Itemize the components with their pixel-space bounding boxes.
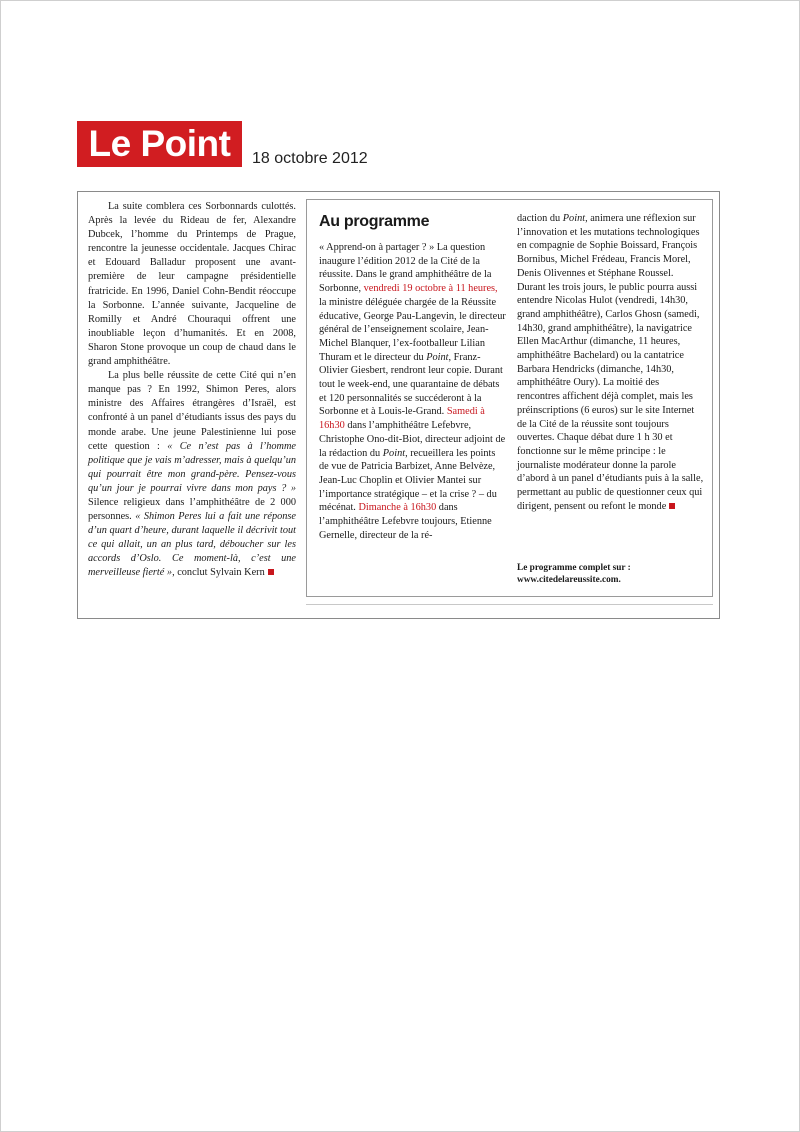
end-square-icon <box>268 569 274 575</box>
le-point-logo: Le Point <box>77 121 242 167</box>
programme-text: dans l’amphithéâtre Lefebvre toujours, Etienne Gernelle, directeur de la ré- <box>319 502 492 541</box>
quote-sylvain-kern: « Shimon Peres lui a fait une réponse d’un quart d’heure, durant laquelle il décrivit tout ce qui allait, un an plus tard, déboucher sur les accords d’Oslo. Ce moment-là, c’est une merveilleuse fierté » <box>88 511 296 579</box>
publication-name: Point <box>426 351 449 363</box>
programme-text: , animera une réflexion sur l’innovation et les mutations technologiques en compagnie de Sophie Boissard, François Bornibus, Michel Frédeau, Francis Morel, Denis Olivennes et Stéphane Roussel. Durant les trois jours, le public pourra aussi entendre Nicolas Hulot (vendredi, 14h30, grand amphithéâtre), Carlos Ghosn (samedi, 14h30, grand amphithéâtre), la navigatrice Ellen MacArthur (dimanche, 11 heures, amphithéâtre Bachelard) ou la cantatrice Barbara Hendricks (dimanche, 14h30, amphithéâtre Oury). La moitié des rencontres affichent déjà complet, mais les préinscriptions (6 euros) sur le site Internet de la Cité de la réussite sont toujours ouvertes. Chaque débat dure 1 h 30 et fonctionne sur le même principe : le journaliste modérateur donne la parole d’abord à un panel d’étudiants puis à la salle, permettant au public de questionner ceux qui dirigent, pensent ou refont le monde <box>517 213 704 512</box>
programme-text: , Franz-Olivier Giesbert, rendront leur copie. Durant tout le week-end, une quarantaine de débats et 120 personnalités se succéderont à la Sorbonne et à Louis-le-Grand. <box>319 351 503 418</box>
programme-text: dans l’amphithéâtre Lefebvre, Christophe Ono-dit-Biot, directeur adjoint de la rédaction du <box>319 420 506 459</box>
publication-date: 18 octobre 2012 <box>252 150 368 167</box>
programme-text: daction du <box>517 213 563 224</box>
programme-text: « Apprend-on à partager ? » La question inaugure l’édition 2012 de la Cité de la réussite. Dans le grand amphithéâtre de la Sorbonne, <box>319 242 492 295</box>
end-square-icon <box>669 503 675 509</box>
quote-palestinian-student: « Ce n’est pas à l’homme politique que je vais m’adresser, mais à quelqu’un qui pourrait être mon grand-père. Pensez-vous qu’un jour je pourrai vivre dans mon pays ? » <box>88 440 296 494</box>
highlight-date: vendredi 19 octobre à 11 heures, <box>363 283 498 295</box>
article-paragraph-2 <box>88 369 296 580</box>
programme-column-1 <box>319 241 506 542</box>
programme-column-2 <box>517 212 704 513</box>
publication-name: Point <box>562 213 586 224</box>
publication-name: Point <box>382 447 406 459</box>
programme-footer <box>517 563 707 586</box>
programme-footer-url: www.citedelareussite.com. <box>517 574 621 585</box>
highlight-date: Samedi à 16h30 <box>319 406 485 432</box>
article-column <box>88 200 296 581</box>
article-paragraph-1 <box>88 200 296 369</box>
programme-footer-label: Le programme complet sur : <box>517 563 631 573</box>
article-text: , conclut Sylvain Kern <box>172 567 265 579</box>
article-text: La suite comblera ces Sorbonnards culottés. Après la levée du Rideau de fer, Alexandre Dubcek, l’homme du Printemps de Prague, rencontre la jeunesse occidentale. Jacques Chirac et Edouard Balladur proposent une avant-première de leur campagne présidentielle fratricide. En 1996, Daniel Cohn-Bendit réoccupe la Sorbonne. L’année suivante, Jacqueline de Romilly et André Chouraqui offrent une inoubliable leçon d’humanités. Et en 2008, Sharon Stone provoque un coup de chaud dans le grand amphithéâtre. <box>88 201 296 368</box>
article-text: La plus belle réussite de cette Cité qui n’en manque pas ? En 1992, Shimon Peres, alors ministre des Affaires étrangères d’Israël, est confronté à un panel d’étudiants issus des pays du monde arabe. Une jeune Palestinienne lui pose cette question : <box>88 370 296 452</box>
article-text: Silence religieux dans l’amphithéâtre de 2 000 personnes. <box>88 496 296 523</box>
programme-text: la ministre déléguée chargée de la Réussite éducative, George Pau-Langevin, le directeur général de l’enseignement scolaire, Jean-Michel Blanquer, l’ex-footballeur Lilian Thuram et le directeur du <box>319 296 506 363</box>
divider-rule <box>306 604 713 605</box>
programme-text: , recueillera les points de vue de Patricia Barbizet, Anne Belvèze, Jean-Luc Choplin et Olivier Mantei sur l’importance stratégique – et la crise ? – du mécénat. <box>319 447 497 514</box>
programme-title: Au programme <box>319 213 430 230</box>
highlight-date: Dimanche à 16h30 <box>358 502 437 514</box>
